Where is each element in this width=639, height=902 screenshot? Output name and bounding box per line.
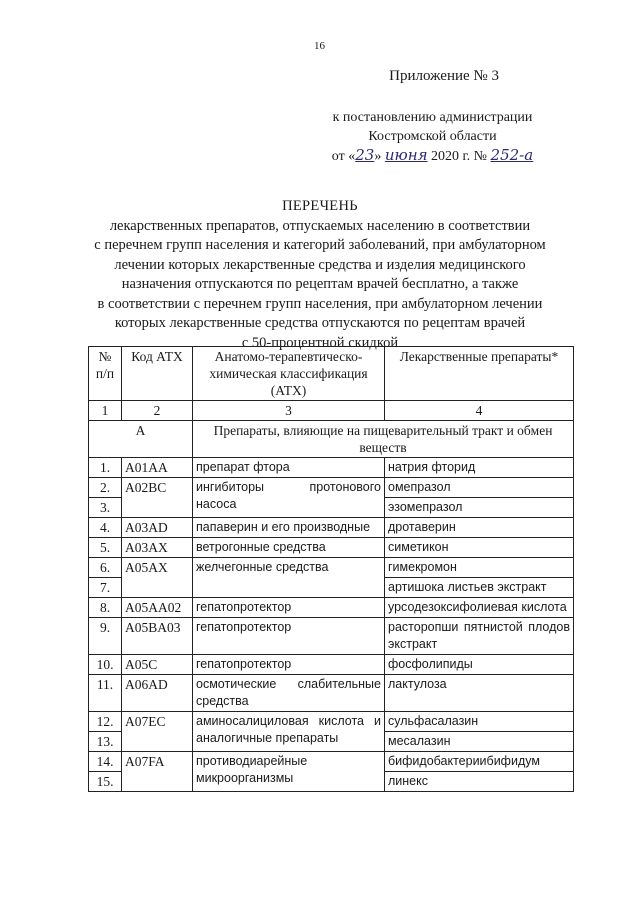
row-num: 10. [89,655,122,675]
atc-class: осмотические слабительные средства [193,675,385,712]
atc-code: A05AA02 [122,598,193,618]
drug-name: эзомепразол [385,498,574,518]
title-line: лекарственных препаратов, отпускаемых населению в соответствии [109,217,531,234]
section-code: A [89,421,193,458]
col-number: 4 [385,401,574,421]
atc-code: A05BA03 [122,618,193,655]
row-num: 14. [89,752,122,772]
table-row [89,598,574,618]
drug-name: фосфолипиды [385,655,574,675]
row-num: 8. [89,598,122,618]
header-code: Код АТХ [122,347,193,401]
table-row [89,675,574,712]
document-heading: ПЕРЕЧЕНЬ [282,198,358,214]
atc-class: ветрогонные средства [193,538,385,558]
table-row [89,518,574,538]
table-row [89,655,574,675]
row-num: 2. [89,478,122,498]
atc-class: ингибиторы протонового насоса [193,478,385,518]
atc-code: A07EC [122,712,193,752]
title-line: с перечнем групп населения и категорий заболеваний, при амбулаторном [94,237,546,253]
header-class: Анатомо-терапевтическо-химическая классификация (АТХ) [193,347,385,401]
drug-name: лактулоза [385,675,574,712]
atc-class: желчегонные средства [193,558,385,598]
drug-name: симетикон [385,538,574,558]
col-number: 1 [89,401,122,421]
drug-name: дротаверин [385,518,574,538]
atc-class: папаверин и его производные [193,518,385,538]
drug-name: натрия фторид [385,458,574,478]
table-row [89,478,574,498]
column-number-row [89,401,574,421]
date-mid: » [374,149,382,164]
row-num: 13. [89,732,122,752]
table-row [89,538,574,558]
drug-name: урсодезоксифолиевая кислота [385,598,574,618]
atc-code: A05AX [122,558,193,598]
row-num: 9. [89,618,122,655]
header-num: № п/п [89,347,122,401]
title-line: назначения отпускаются по рецептам врачей бесплатно, а также [121,276,519,292]
atc-code: A06AD [122,675,193,712]
atc-class: гепатопротектор [193,598,385,618]
atc-code: A07FA [122,752,193,792]
document-title-block [60,197,580,353]
date-year: 2020 г. № [431,149,488,164]
title-line: лечении которых лекарственные средства и изделия медицинского [114,256,526,273]
handwritten-day: 23 [355,146,375,164]
drug-name: артишока листьев экстракт [385,578,574,598]
table-row [89,618,574,655]
drug-name: гимекромон [385,558,574,578]
atc-code: A03AD [122,518,193,538]
header-drug: Лекарственные препараты* [385,347,574,401]
drug-name: омепразол [385,478,574,498]
table-row [89,458,574,478]
atc-class: аминосалициловая кислота и аналогичные препараты [193,712,385,752]
resolution-line-1: к постановлению администрации [332,110,533,125]
table-row [89,712,574,732]
drug-name: расторопши пятнистой плодов экстракт [385,618,574,655]
row-num: 6. [89,558,122,578]
table-header-row [89,347,574,401]
drug-list-table [88,346,574,792]
atc-code: A01AA [122,458,193,478]
row-num: 11. [89,675,122,712]
resolution-reference [300,108,565,166]
drug-name: линекс [385,772,574,792]
drug-name: сульфасалазин [385,712,574,732]
appendix-title: Приложение № 3 [389,68,499,84]
title-line: с 50-процентной скидкой [241,334,399,351]
col-number: 2 [122,401,193,421]
atc-code: A03AX [122,538,193,558]
handwritten-month: июня [384,146,428,164]
resolution-line-2: Костромской области [368,129,497,144]
atc-class: гепатопротектор [193,655,385,675]
col-number: 3 [193,401,385,421]
date-prefix: от « [331,149,356,164]
drug-name: месалазин [385,732,574,752]
atc-class: гепатопротектор [193,618,385,655]
table-row [89,558,574,578]
resolution-date-line [300,146,565,166]
row-num: 7. [89,578,122,598]
atc-class: противодиарейные микроорганизмы [193,752,385,792]
title-line: в соответствии с перечнем групп населения, при амбулаторном лечении [97,295,543,312]
atc-code: A05C [122,655,193,675]
page-number: 16 [314,40,325,52]
table-row [89,752,574,772]
title-line: которых лекарственные средства отпускаются по рецептам врачей [114,315,526,331]
atc-class: препарат фтора [193,458,385,478]
row-num: 5. [89,538,122,558]
row-num: 1. [89,458,122,478]
row-num: 15. [89,772,122,792]
row-num: 4. [89,518,122,538]
section-label: Препараты, влияющие на пищеварительный тракт и обмен веществ [193,421,574,458]
section-row [89,421,574,458]
handwritten-number: 252-а [490,146,534,164]
row-num: 12. [89,712,122,732]
row-num: 3. [89,498,122,518]
atc-code: A02BC [122,478,193,518]
drug-name: бифидобактериибифидум [385,752,574,772]
